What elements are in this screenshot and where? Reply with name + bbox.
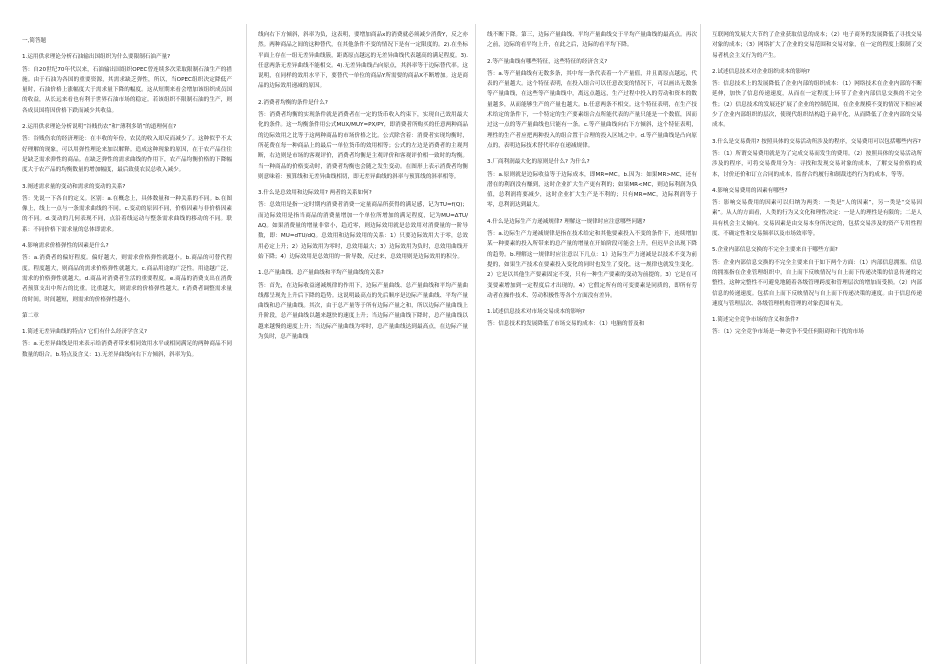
question-heading: 3.阐述需求量的变动和需求的变动的关系? <box>22 183 126 190</box>
question-heading: 2.消费者均衡的条件是什么? <box>258 99 328 106</box>
question-heading: 5.企业内部信息交换的不完全主要来自于哪些方面? <box>712 247 838 254</box>
question-heading: 3.厂商利润最大化的原则是什么? 为什么? <box>487 159 590 166</box>
answer-paragraph: 答：a.消费者的偏好程度。偏好越大，则需求价格弹性就越小。b.商品的可替代程度。程度越大，则商品的需求价格弹性就越大。c.商品用途的广泛性。用途越广泛，需求的价格弹性就越大。d.商品对消费者生活的重要程度。e.商品的消费支出在消费者预算支出中所占的比重。比重越大，则需求的价格弹性越大。f.消费者调整需求量的时间。时间越短，则需求的价格弹性越小。 <box>22 255 232 303</box>
answer-paragraph: 答：谷贱伤农的经济理论：在丰收的年份，农民的收入却反而减少了。这种似乎不太好理解的现象，可以用弹性理论来加以解释。造成这种现象的原因，在于农产品往往是缺乏需求弹性的商品。在缺乏弹性的需求曲线的作用下，农产品均衡价格的下降幅度大于农产品的均衡数量的增加幅度，最后致使农民总收入减少。 <box>22 136 232 174</box>
text-column-3 <box>487 30 697 660</box>
answer-paragraph: 答：信息技术的发展降低了市场交易的成本：（1）电脑的普及和 <box>487 321 645 328</box>
question-heading: 1.简述完全竞争市场的含义和条件? <box>712 317 799 324</box>
answer-paragraph: 答：消费者均衡的实现条件就是消费者在一定的货币收入约束下，实现自己效用最大化的条件。这一均衡条件用公式MUX/MUY=PX/PY，即消费者所购买的任意两种商品的边际效用之比等于这两种商品的市场价格之比。公式除含着：消费者实现均衡时，所花费在每一种商品上的最后一单位货币的效用相等；公式的左边是消费者的主观判断，右边则是市场的客观评价，消费者均衡是主观评价和客观评价相一致时的均衡。当一种商品的价格变动时，消费者均衡也会随之发生变动。在图形上表示消费者均衡则意味着：预算线和无差异曲线相切，即无差异曲线的斜率与预算线的斜率相等。 <box>258 112 468 180</box>
question-heading: 4.影响交易费用的因素有哪些? <box>712 187 788 194</box>
answer-paragraph: 答：先说一下各自的定义。区别：a.在概念上，具体数量和一种关系的不同。b.在图像上，线上一点与一条需求曲线的不同。c.变动的原因不同，价格因素与非价格因素的不同。d.变动的几何表现不同，点沿着线运动与整条需求曲线的移动的不同。联系：不同价格下需求量的总体即需求。 <box>22 195 232 233</box>
column-divider <box>475 24 476 664</box>
question-heading: 1.运用供求理论分析石油输出国组织为什么要限制石油产量? <box>22 54 171 61</box>
text-column-4 <box>712 30 922 660</box>
question-heading: 3.什么是交易费用? 按照具体的交易活动所涉及的程序，交易费用可以包括哪些内容? <box>712 138 921 145</box>
text-column-2 <box>258 30 468 660</box>
question-heading: 第二章 <box>22 312 39 319</box>
answer-paragraph: 答：a.无差异曲线是用来表示给消费者带来相同效用水平或相同满足的两种商品不同数量的组合。b.特点及含义：1).无差异曲线向右下方倾斜，斜率为负。 <box>22 341 232 358</box>
answer-paragraph: 答：a.边际生产力递减规律是指在技术给定和其他要素投入不变的条件下，连续增加某一种要素的投入所带来的总产量的增量在开始阶段可能会上升，但迟早会出现下降的趋势。b.理解这一规律时应注意以下几点：1）边际生产力递减是以技术不变为前提的，如果生产技术在要素投入变化的同时也发生了变化，这一规律也就发生变化。2）它是以其他生产要素固定不变，只有一种生产要素的变动为前提的。3）它是在可变要素增加到一定程度后才出现的。4）它假定所有的可变要素是同质的，即所有劳动者在操作技术、劳动积极性等各个方面没有差异。 <box>487 231 697 299</box>
answer-paragraph: 答：自20世纪70年代以来，石油输出国组织OPEC曾连续多次采取限制石油生产的措施。由于石油为各国的重要资源，其需求缺乏弹性，所以，当OPEC组织决定降低产量时，石油价格上涨幅度大于需求量下降的幅度。这从短期来看会增加该组织成员国的收益，从长远来看也有利于世界石油市场的稳定。若该组织不限制石油的生产，则各成员国将因价格下跌而减少其收益。 <box>22 66 232 114</box>
column-divider <box>700 24 701 664</box>
question-heading: 一,简答题 <box>22 38 47 44</box>
answer-paragraph: 答：a.原则就是边际收益等于边际成本，即MR=MC。b.因为：如果MR>MC，还有潜在的利润没有赚到，这时企业扩大生产更有利的；如果MR<MC，则边际利润为负值，总利润将要减少，这时企业扩大生产是不利的；只有MR=MC，边际利润等于零，总利润达到最大。 <box>487 171 697 209</box>
answer-paragraph: 答：信息技术上的发展降低了企业内部的组织成本：（1）网络技术在企业内部的不断延伸，加快了信息传递速度，从而在一定程度上环节了企业内部信息交换的不完全性；（2）信息技术的发展还扩展了企业的控制范围，在企业规模不变的情况下相应减少了企业内部组织的层次，使现代组织结构趋于扁平化，从而降低了企业内部的交易成本。 <box>712 81 922 129</box>
answer-paragraph: 线向右下方倾斜，斜率为负，这表明，要增加商品x的消费就必须减少消费Y，反之亦然。两种商品之间的这种替代，在其他条件不变的情况下是有一定限度的。2).在坐标平面上存在一组无差异曲线簇，距离原点越远的无差异曲线代表越高的满足程度。3).任意两条无差异曲线不能相交。4).无差异曲线凸向原点，其斜率等于边际替代率。这说明，在同样的效用水平下，要替代一单位的商品Y所需要的商品X不断增加。这是商品的边际效用递减的原因。 <box>258 32 468 90</box>
answer-paragraph: 答：影响交易费用的因素可以归纳为两类：一类是“人的因素”，另一类是“交易因素”。从人的方面看，人类的行为又文化和理性决定：一是人的理性是有限的；二是人具有机会主义倾向。交易因素是由交易本身所决定的，包括交易涉及的资产专用性程度、不确定性和交易频率以及市场效率等。 <box>712 200 922 238</box>
answer-paragraph: 互联网的发展大大节约了企业获取信息的成本；（2）电子商务的发展降低了寻找交易对象的成本；（3）网络扩大了企业的交易范围和交易对象，在一定的程度上限制了交易者机会主义行为的产生。 <box>712 32 922 59</box>
answer-paragraph: 答：总效用是指一定时期内消费者消费一定量商品所获得的满足感，记为TU=f(Q)；而边际效用是指当商品的消费量增加一个单位所增加的满足程度，记为MU=ΔTU/ΔQ。如果消费量的增量非常小，趋近零，则边际效用就是总效用对消费量的一阶导数，即：MU=dTU/dQ。总效用和边际效用的关系：1）只要边际效用大于零，总效用必定上升；2）边际效用为零时，总效用最大；3）边际效用为负时，总效用曲线开始下降；4）边际效用是总效用的一阶导数，反过来，总效用则是边际效用的积分。 <box>258 202 468 260</box>
question-heading: 4.什么是边际生产力递减规律? 理解这一规律时应注意哪些问题? <box>487 218 646 225</box>
question-heading: 2.运用供求理论分析说明“谷贱伤农”和“薄利多销”的道理何在? <box>22 124 177 131</box>
question-heading: 4.影响需求价格弹性的因素是什么? <box>22 243 109 250</box>
answer-paragraph: 答：首先，在边际收益递减规律的作用下，边际产量曲线、总产量曲线和平均产量曲线都呈现先上升后下降的趋势。这说明最高点的先后顺序是边际产量曲线、平均产量曲线和总产量曲线。其次，由于总产量等于所有边际产量之和，所以边际产量曲线上升阶段，总产量曲线以越来越快的速度上升；当边际产量曲线下降时，总产量曲线以越来越慢的速度上升；当边际产量曲线为零时，总产量曲线达到最高点，在边际产量为负时，总产量曲线 <box>258 282 468 341</box>
answer-paragraph: 答：（1）所谓交易费用就是为了完成交易而发生的费用。（2）按照具体的交易活动所涉及的程序，可将交易费用分为：寻找和发现交易对象的成本，了解交易价格的成本，讨价还价和订立合同的成本，监督合约履行和制裁违约行为的成本，等等。 <box>712 150 922 178</box>
question-heading: 2.等产量曲线有哪些特征，这些特征的经济含义? <box>487 58 608 65</box>
column-divider <box>246 24 247 664</box>
question-heading: 1.试述信息技术对市场交易成本的影响? <box>487 309 585 316</box>
question-heading: 1.简述无差异曲线的特点? 它们有什么经济学含义? <box>22 329 147 336</box>
answer-paragraph: 答：（1）完全竞争市场是一种竞争不受任何阻碍和干扰的市场 <box>712 329 864 336</box>
question-heading: 3.什么是总效用和边际效用? 两者的关系如何? <box>258 190 372 197</box>
answer-paragraph: 答：企业内部信息交换的不完全主要来自于如下两个方面：（1）内部信息拥塞。信息的拥塞指在企业管理组织中，自上而下反映情况与自上而下传递决策的信息传递的完整性，这种完整性不可避免地随着各级管理跨度和管理层次的增加而受损。（2）内部信息的传递速度。包括自上而下反映情况与自上而下传递决策的速度。由于信息传递速度与管理层次、各级管理机构管理的对象范围有关。 <box>712 259 922 307</box>
text-column-1 <box>22 30 232 660</box>
answer-paragraph: 线不断下降。第三，边际产量曲线、平均产量曲线交于平均产量曲线的最高点。再次之前，边际的看平均上升，在此之后，边际的看平均下降。 <box>487 32 697 49</box>
question-heading: 2.试述信息技术对企业组织成本的影响? <box>712 68 810 75</box>
answer-paragraph: 答：a.等产量曲线有无数多条，其中每一条代表着一个产量值，并且离原点越远，代表的产量越大。这个特征表明，在投入组合可以任意改变的情况下，可以画出无数条等产量曲线，在这些等产量曲线中，离远点越远，生产过程中投入的劳动和资本的数量越多，从而能够生产的产量也越大。b.任意两条不相交。这个特征表明，在生产技术给定的条件下，一个特定的生产要素组合点所能代表的产量只能是一个数值，因而过这一点的等产量曲线也只能有一条。c.等产量曲线向右下方倾斜，这个特征表明，理性的生产者应把两种投入的组合置于合理的投入区域之中。d.等产量曲线是凸向原点的，表明边际技术替代率存在递减规律。 <box>487 70 697 149</box>
question-heading: 1.总产量曲线、总产量曲线和平均产量曲线的关系? <box>258 270 384 277</box>
